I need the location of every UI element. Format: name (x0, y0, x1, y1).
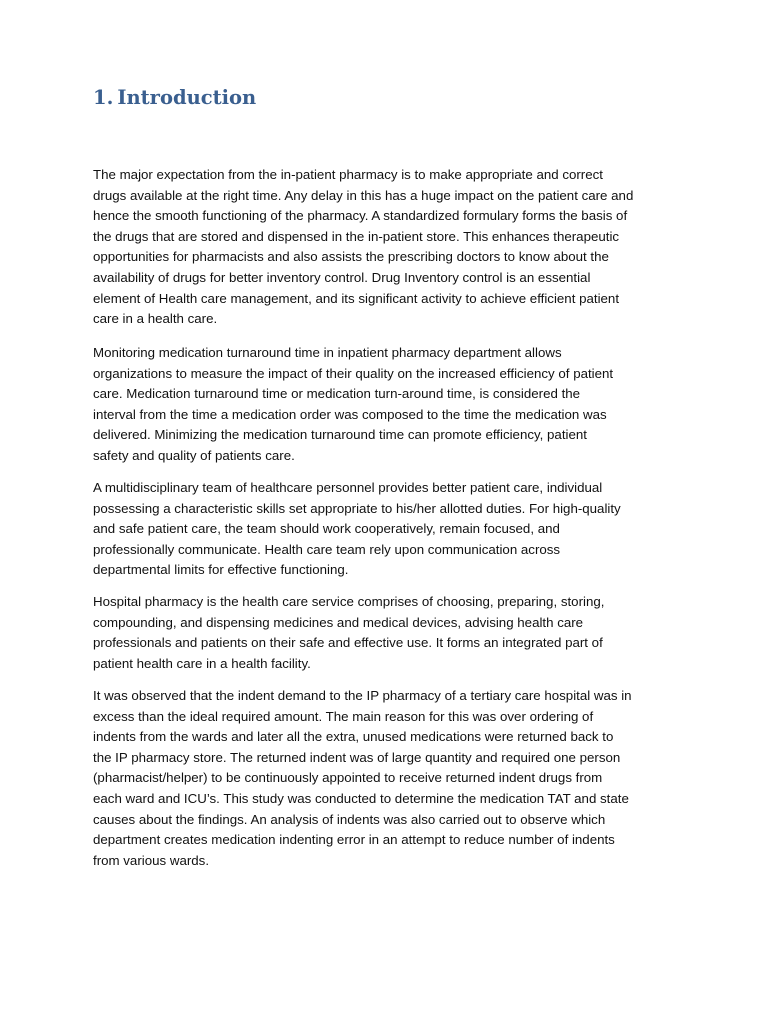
section-number: 1. (93, 86, 114, 109)
paragraph-4: Hospital pharmacy is the health care service comprises of choosing, preparing, storing, compounding, and dispensing medicines and medical devices, advising health care professionals and patients on their safe and effective use. It forms an integrated part of patient health care in a health facility. (93, 594, 605, 671)
section-heading (93, 86, 256, 109)
paragraph-2: Monitoring medication turnaround time in inpatient pharmacy department allows organizations to measure the impact of their quality on the increased efficiency of patient care. Medication turnaround time or medication turn-around time, is considered the interval from the time a medication order was composed to the time the medication was delivered. Minimizing the medication turnaround time can promote efficiency, patient safety and quality of patients care. (93, 345, 614, 463)
paragraph-3: A multidisciplinary team of healthcare personnel provides better patient care, individual possessing a characteristic skills set appropriate to his/her allotted duties. For high-quality and safe patient care, the team should work cooperatively, remain focused, and professionally communicate. Health care team rely upon communication across departmental limits for effective functioning. (93, 480, 621, 578)
paragraph-1: The major expectation from the in-patient pharmacy is to make appropriate and correct drugs available at the right time. Any delay in this has a huge impact on the patient care and hence the smooth functioning of the pharmacy. A standardized formulary forms the basis of the drugs that are stored and dispensed in the in-patient store. This enhances therapeutic opportunities for pharmacists and also assists the prescribing doctors to know about the availability of drugs for better inventory control. Drug Inventory control is an essential element of Health care management, and its significant activity to achieve efficient patient care in a health care. (93, 167, 634, 327)
paragraph-5: It was observed that the indent demand to the IP pharmacy of a tertiary care hospital was in excess than the ideal required amount. The main reason for this was over ordering of indents from the wards and later all the extra, unused medications were returned back to the IP pharmacy store. The returned indent was of large quantity and required one person (pharmacist/helper) to be continuously appointed to receive returned indent drugs from each ward and ICU’s. This study was conducted to determine the medication TAT and state causes about the findings. An analysis of indents was also carried out to observe which department creates medication indenting error in an attempt to reduce number of indents from various wards. (93, 688, 632, 868)
section-title: Introduction (117, 86, 257, 109)
